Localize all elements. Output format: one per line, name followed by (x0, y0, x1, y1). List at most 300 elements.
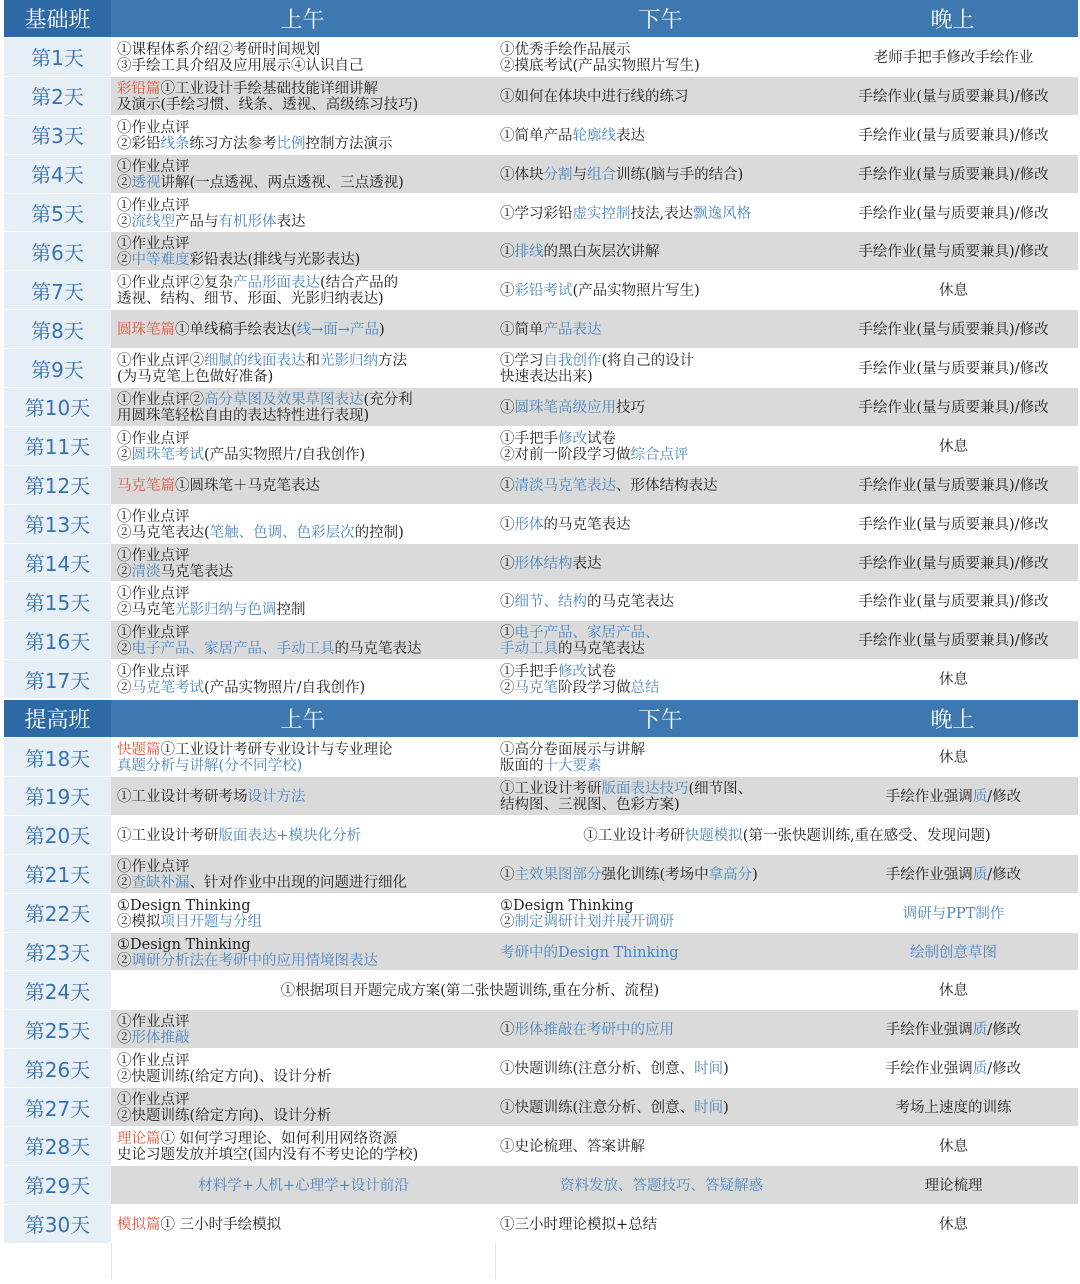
text-segment: 十大要素 (543, 758, 602, 775)
evening-cell (827, 271, 1078, 309)
day-label: 第26天 (4, 1049, 111, 1087)
cell-line (500, 447, 689, 463)
section-header (4, 0, 1078, 37)
morning-cell (111, 388, 494, 426)
text-segment: 试卷 (587, 664, 616, 681)
text-segment: ①工业设计考研 (117, 827, 219, 844)
day-label: 第9天 (4, 349, 111, 387)
cell-text (500, 322, 602, 338)
morning-afternoon-cell (111, 971, 827, 1009)
text-segment: ①作业点评 (117, 664, 190, 681)
text-segment: ①作业点评 (117, 858, 190, 875)
cell-text (903, 906, 1005, 922)
day-label: 第10天 (4, 388, 111, 426)
afternoon-cell (494, 777, 827, 815)
text-segment: 综合点评 (630, 446, 689, 463)
cell-line (117, 742, 393, 758)
cell-line (858, 167, 1048, 183)
text-segment: 手绘作业(量与质要兼具)/修改 (858, 322, 1049, 339)
cell-text (858, 244, 1048, 260)
cell-line (500, 58, 700, 74)
cell-line (117, 914, 262, 930)
afternoon-cell (494, 388, 827, 426)
morning-cell (111, 505, 494, 543)
text-segment: 分割 (543, 166, 573, 183)
cell-text (500, 1022, 674, 1038)
cell-line (939, 750, 968, 766)
text-segment: ①手把手 (500, 664, 558, 681)
cell-text (896, 1100, 1012, 1116)
cell-text (117, 1131, 418, 1163)
evening-cell (827, 155, 1078, 193)
text-segment: 手绘作业(量与质要兼具)/修改 (858, 88, 1049, 105)
cell-line (500, 283, 700, 299)
section-tag: 马克笔篇 (117, 477, 175, 494)
cell-line (858, 478, 1048, 494)
text-segment: (充分利 (363, 391, 413, 408)
table-footer (4, 1243, 1078, 1279)
schedule-row (4, 231, 1078, 270)
cell-line (117, 859, 407, 875)
text-segment: ①圆珠笔＋马克笔表达 (175, 477, 320, 494)
cell-text (117, 548, 233, 580)
text-segment: ①高分卷面展示与讲解 (500, 742, 645, 759)
afternoon-cell (494, 116, 827, 154)
cell-line (117, 42, 364, 58)
text-segment: ①作业点评②复杂 (117, 275, 233, 292)
text-segment: 老师手把手修改手绘作业 (873, 49, 1034, 66)
morning-cell (111, 194, 494, 232)
cell-line (117, 1108, 331, 1124)
cell-text (500, 867, 758, 883)
cell-text (117, 586, 306, 618)
cell-line (500, 758, 645, 774)
morning-cell (111, 855, 494, 893)
morning-cell (111, 271, 494, 309)
cell-line (117, 353, 407, 369)
day-label: 第4天 (4, 155, 111, 193)
text-segment: 休息 (939, 1138, 968, 1155)
morning-cell (111, 660, 494, 698)
section-tag: 理论篇 (117, 1130, 161, 1147)
cell-text (500, 283, 700, 299)
text-segment: 质 (972, 1061, 988, 1078)
cell-text (500, 206, 751, 222)
schedule-row (4, 854, 1078, 893)
text-segment: ①工业设计手绘基础技能详细讲解 (160, 80, 378, 97)
text-segment: 方法 (378, 353, 407, 370)
cell-text (858, 167, 1048, 183)
afternoon-cell (494, 1088, 827, 1126)
cell-text (117, 1053, 331, 1085)
text-segment: 细腻的线面表达 (204, 353, 306, 370)
evening-cell (827, 232, 1078, 270)
cell-text (939, 750, 968, 766)
afternoon-cell (494, 1010, 827, 1048)
cell-line (560, 1178, 763, 1194)
cell-text (500, 742, 645, 774)
text-segment: 彩铅考试 (514, 283, 573, 300)
text-segment: (产品实物照片/自我创作) (204, 680, 366, 697)
cell-line (500, 664, 660, 680)
cell-text (500, 89, 689, 105)
text-segment: 的控制) (354, 524, 404, 541)
cell-line (903, 906, 1005, 922)
text-segment: 修改 (558, 430, 587, 447)
text-segment: 和 (305, 353, 320, 370)
text-segment: ①作业点评 (117, 1053, 190, 1070)
day-label: 第17天 (4, 660, 111, 698)
text-segment: 休息 (939, 283, 968, 300)
afternoon-cell (494, 544, 827, 582)
cell-line (500, 1061, 729, 1077)
day-label: 第13天 (4, 505, 111, 543)
text-segment: 手绘作业(量与质要兼具)/修改 (858, 555, 1049, 572)
evening-cell (827, 1010, 1078, 1048)
text-segment: 轮廓线 (572, 127, 616, 144)
text-segment: ② (117, 174, 132, 191)
cell-line (117, 175, 404, 191)
cell-text (500, 1217, 657, 1233)
cell-line (117, 136, 393, 152)
text-segment: 马克笔 (514, 680, 558, 697)
cell-text (874, 50, 1034, 66)
cell-line (500, 594, 674, 610)
schedule-row (4, 37, 1078, 76)
schedule-row (4, 893, 1078, 932)
cell-line (500, 914, 674, 930)
text-segment: 版面的 (500, 758, 544, 775)
text-segment: 休息 (939, 750, 968, 767)
cell-text (500, 244, 660, 260)
cell-line (500, 680, 660, 696)
cell-line (117, 1147, 418, 1163)
evening-cell (827, 427, 1078, 465)
text-segment: 控制 (276, 602, 306, 619)
cell-line (117, 408, 413, 424)
cell-text (858, 517, 1048, 533)
cell-line (117, 875, 407, 891)
afternoon-cell (494, 505, 827, 543)
text-segment: ②摸底考试(产品实物照片写生) (500, 57, 700, 74)
morning-cell (111, 1049, 494, 1087)
cell-text (500, 478, 718, 494)
text-segment: ①课程体系介绍②考研时间规划 (117, 41, 320, 58)
text-segment: 清淡 (131, 563, 161, 580)
text-segment: ② (117, 252, 132, 269)
day-label: 第30天 (4, 1205, 111, 1243)
evening-cell (827, 894, 1078, 932)
text-segment: ①根据项目开题完成方案(第二张快题训练,重在分析、流程) (280, 983, 660, 1000)
evening-cell (827, 855, 1078, 893)
schedule-row (4, 76, 1078, 115)
morning-cell (111, 544, 494, 582)
text-segment: 高分草图及效果草图表达 (204, 391, 364, 408)
text-segment: /修改 (987, 1061, 1022, 1078)
cell-line (500, 400, 645, 416)
text-segment: 项目开题与分组 (160, 913, 262, 930)
text-segment: 材料学+人机+心理学+设计前沿 (198, 1177, 409, 1194)
text-segment: 及演示(手绘习惯、线条、透视、高级练习技巧) (117, 96, 419, 113)
cell-line (117, 1217, 281, 1233)
text-segment: ② (117, 680, 132, 697)
evening-cell (827, 1205, 1078, 1243)
cell-line (117, 275, 398, 291)
cell-line (500, 898, 674, 914)
text-segment: ①作业点评 (117, 430, 190, 447)
text-segment: 手绘作业强调 (885, 1022, 973, 1039)
text-segment: 形体推敲 (131, 1030, 190, 1047)
cell-line (117, 509, 404, 525)
cell-line (117, 1030, 190, 1046)
text-segment: 产品形面表达 (233, 275, 320, 292)
text-segment: 与 (572, 166, 587, 183)
cell-line (117, 1014, 190, 1030)
text-segment: 试卷 (587, 430, 616, 447)
text-segment: 手绘作业(量与质要兼具)/修改 (858, 516, 1049, 533)
text-segment: 自我创作 (543, 353, 602, 370)
schedule-row (4, 387, 1078, 426)
cell-line (117, 198, 306, 214)
text-segment: 的马克笔表达 (587, 594, 674, 611)
schedule-row (4, 776, 1078, 815)
morning-cell (111, 232, 494, 270)
text-segment: ①Design Thinking (500, 897, 634, 914)
cell-line (500, 431, 689, 447)
afternoon-cell (494, 155, 827, 193)
text-segment: ①作业点评 (117, 236, 190, 253)
text-segment: 时间 (694, 1100, 724, 1117)
afternoon-cell (494, 933, 827, 971)
text-segment: 的马克笔表达 (334, 641, 422, 658)
cell-line (858, 361, 1048, 377)
cell-text (117, 828, 361, 844)
text-segment: ② (117, 874, 132, 891)
cell-text (858, 556, 1048, 572)
cell-text (117, 42, 364, 74)
cell-text (939, 1217, 968, 1233)
text-segment: ①如何在体块中进行线的练习 (500, 88, 689, 105)
text-segment: 手绘作业(量与质要兼具)/修改 (858, 361, 1049, 378)
text-segment: ②彩铅 (117, 135, 161, 152)
cell-line (117, 789, 306, 805)
cell-line (117, 937, 378, 953)
afternoon-cell (494, 38, 827, 76)
text-segment: 表达 (616, 127, 645, 144)
day-label: 第29天 (4, 1166, 111, 1204)
text-segment: ② (117, 213, 132, 230)
day-label: 第16天 (4, 621, 111, 659)
schedule-row (4, 581, 1078, 620)
day-label: 第27天 (4, 1088, 111, 1126)
text-segment: 电子产品、家居产品、 (514, 625, 660, 642)
cell-line (939, 1217, 968, 1233)
cell-line (117, 564, 233, 580)
afternoon-cell (494, 466, 827, 504)
schedule-row (4, 1009, 1078, 1048)
cell-line (117, 586, 306, 602)
class-label: 提高班 (4, 700, 111, 737)
afternoon-cell (494, 894, 827, 932)
text-segment: ) (723, 1061, 729, 1078)
cell-text (939, 983, 968, 999)
evening-cell (827, 621, 1078, 659)
text-segment: 修改 (558, 664, 587, 681)
text-segment: 透视、结构、细节、形面、光影归纳表达) (117, 291, 384, 308)
schedule-row (4, 1087, 1078, 1126)
cell-text (117, 198, 306, 230)
morning-cell (111, 77, 494, 115)
text-segment: (第一张快题训练,重在感受、发现问题) (742, 827, 991, 844)
text-segment: 质 (972, 866, 988, 883)
text-segment: ) (378, 322, 385, 339)
cell-line (500, 322, 602, 338)
cell-line (117, 392, 413, 408)
cell-text (117, 789, 306, 805)
day-label: 第12天 (4, 466, 111, 504)
text-segment: 真题分析与讲解(分不同学校) (117, 758, 303, 775)
day-label: 第23天 (4, 933, 111, 971)
cell-line (500, 167, 743, 183)
cell-text (858, 478, 1048, 494)
text-segment: 快题模拟 (684, 827, 743, 844)
text-segment: 技巧 (616, 399, 645, 416)
morning-cell (111, 349, 494, 387)
text-segment: /修改 (987, 788, 1022, 805)
evening-cell (827, 738, 1078, 776)
morning-cell (111, 116, 494, 154)
day-label: 第2天 (4, 77, 111, 115)
cell-text (281, 983, 659, 999)
cell-text (117, 625, 422, 657)
text-segment: ②快题训练(给定方向)、设计分析 (117, 1069, 332, 1086)
text-segment: ①作业点评 (117, 625, 190, 642)
text-segment: 组合 (587, 166, 616, 183)
evening-cell (827, 194, 1078, 232)
afternoon-header: 下午 (638, 8, 683, 33)
text-segment: 透视 (131, 174, 161, 191)
text-segment: ① 三小时手绘模拟 (160, 1216, 282, 1233)
cell-line (886, 1061, 1021, 1077)
evening-cell (827, 1166, 1078, 1204)
text-segment: /修改 (987, 866, 1022, 883)
evening-cell (827, 349, 1078, 387)
cell-line (117, 252, 360, 268)
evening-cell (827, 505, 1078, 543)
text-segment: 休息 (939, 983, 968, 1000)
schedule-row (4, 348, 1078, 387)
text-segment: 制定调研计划并展开调研 (514, 913, 674, 930)
text-segment: ①工业设计考研专业设计与专业理论 (160, 742, 393, 759)
text-segment: (结合产品的 (320, 275, 399, 292)
text-segment: (细节图、 (688, 780, 753, 797)
day-label: 第8天 (4, 310, 111, 348)
cell-text (500, 898, 674, 930)
text-segment: 的黑白灰层次讲解 (543, 244, 660, 261)
schedule-row (4, 504, 1078, 543)
cell-text (117, 159, 404, 191)
cell-line (500, 478, 718, 494)
cell-line (886, 1022, 1021, 1038)
text-segment: (将自己的设计 (601, 353, 695, 370)
cell-text (500, 517, 631, 533)
cell-line (858, 128, 1048, 144)
cell-line (583, 828, 990, 844)
cell-line (117, 447, 365, 463)
text-segment: /修改 (987, 1022, 1022, 1039)
cell-line (117, 641, 422, 657)
cell-line (117, 548, 233, 564)
cell-text (500, 781, 752, 813)
evening-cell (827, 1049, 1078, 1087)
cell-line (117, 953, 378, 969)
cell-text (500, 167, 743, 183)
text-segment: 阶段学习做 (558, 680, 631, 697)
text-segment: ② (117, 1030, 132, 1047)
text-segment: 讲解(一点透视、两点透视、三点透视) (160, 174, 404, 191)
text-segment: ①Design Thinking (117, 897, 251, 914)
day-label: 第1天 (4, 38, 111, 76)
morning-cell (111, 310, 494, 348)
cell-line (500, 945, 679, 961)
schedule-row (4, 1048, 1078, 1087)
cell-text (858, 128, 1048, 144)
text-segment: 飘逸风格 (693, 205, 752, 222)
cell-text (939, 672, 968, 688)
cell-line (117, 369, 407, 385)
text-segment: 史论习题发放并填空(国内没有不考史论的学校) (117, 1146, 419, 1163)
day-label: 第25天 (4, 1010, 111, 1048)
cell-line (500, 742, 645, 758)
afternoon-cell (494, 77, 827, 115)
morning-cell (111, 1166, 494, 1204)
text-segment: 比例 (276, 135, 306, 152)
cell-text (117, 1217, 281, 1233)
text-segment: ①学习彩铅 (500, 205, 573, 222)
cell-text (117, 275, 398, 307)
cell-line (858, 89, 1048, 105)
cell-text (858, 89, 1048, 105)
footer-cell (829, 1243, 1080, 1279)
cell-line (896, 1100, 1012, 1116)
footer-cell (111, 1243, 495, 1279)
cell-text (925, 1178, 983, 1194)
text-segment: 流线型 (131, 213, 175, 230)
text-segment: 强化训练(考场中 (601, 866, 709, 883)
text-segment: 设计方法 (247, 788, 306, 805)
cell-line (500, 797, 752, 813)
text-segment: (产品实物照片/自我创作) (204, 446, 366, 463)
text-segment: 拿高分 (708, 866, 753, 883)
day-label: 第7天 (4, 271, 111, 309)
cell-line (117, 236, 360, 252)
text-segment: 的马克笔表达 (558, 641, 645, 658)
day-label: 第5天 (4, 194, 111, 232)
cell-text (117, 898, 262, 930)
text-segment: ②马克笔 (117, 602, 175, 619)
cell-line (500, 556, 602, 572)
cell-line (117, 1053, 331, 1069)
cell-text (858, 361, 1048, 377)
cell-line (500, 1022, 674, 1038)
text-segment: ①作业点评 (117, 586, 190, 603)
text-segment: 排线 (514, 244, 544, 261)
cell-text (117, 120, 393, 152)
text-segment: ②对前一阶段学习做 (500, 446, 631, 463)
text-segment: 时间 (694, 1061, 724, 1078)
text-segment: 手绘作业(量与质要兼具)/修改 (858, 244, 1049, 261)
text-segment: 有机形体 (218, 213, 277, 230)
